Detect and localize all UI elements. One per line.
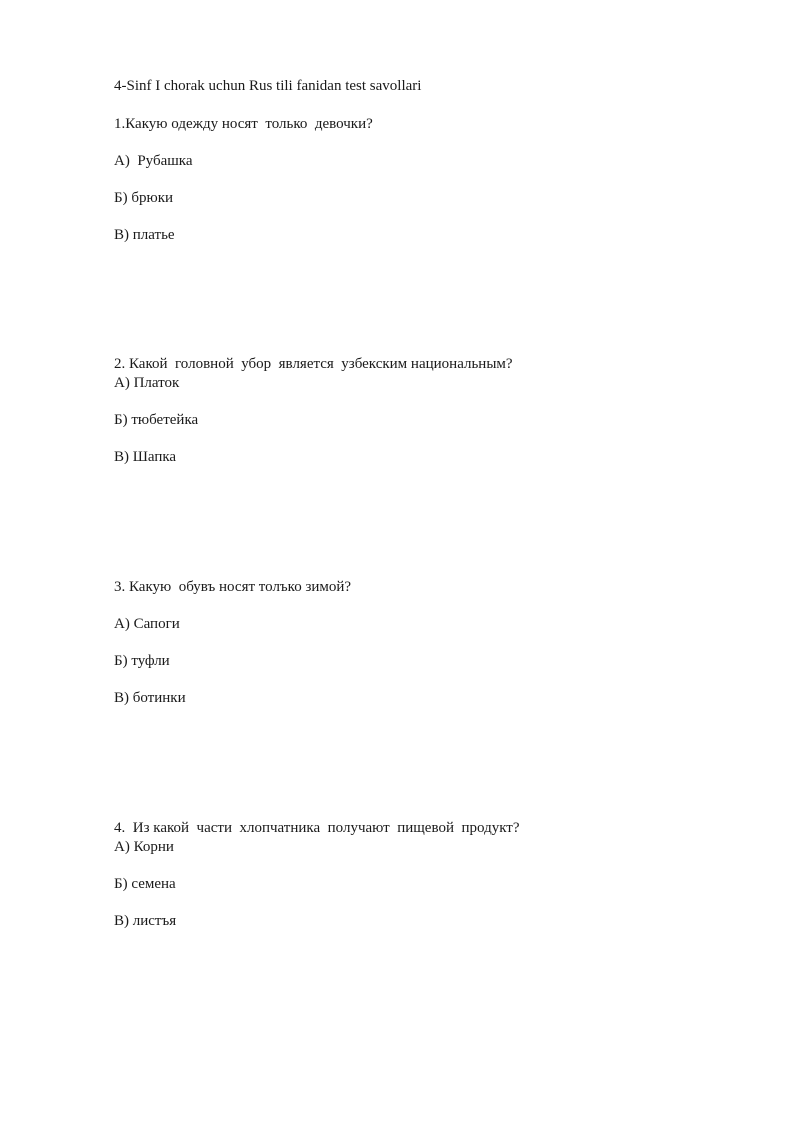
question-1-option-c: В) платье — [114, 227, 175, 243]
question-2-option-b: Б) тюбетейка — [114, 412, 199, 428]
question-2-option-c: В) Шапка — [114, 449, 177, 465]
question-4-option-b: Б) семена — [114, 876, 176, 892]
question-1-option-a: А) Рубашка — [114, 153, 193, 169]
question-3-option-c: В) ботинки — [114, 690, 186, 706]
question-3-option-b: Б) туфли — [114, 653, 170, 669]
question-3-option-a: А) Сапоги — [114, 616, 180, 632]
question-4-text: 4. Из какой части хлопчатника получают пищевой продукт? — [114, 820, 520, 836]
question-4-option-c: В) листъя — [114, 913, 177, 929]
question-2-text: 2. Какой головной убор является узбекским национальным? — [114, 356, 513, 372]
document-title: 4-Sinf I chorak uchun Rus tili fanidan test savollari — [114, 78, 422, 94]
question-2-option-a: А) Платок — [114, 375, 180, 391]
question-4-option-a: А) Корни — [114, 839, 174, 855]
question-1-text: 1.Какую одежду носят только девочки? — [114, 116, 373, 132]
question-1-option-b: Б) брюки — [114, 190, 174, 206]
question-3-text: 3. Какую обувъ носят толъко зимой? — [114, 579, 352, 595]
